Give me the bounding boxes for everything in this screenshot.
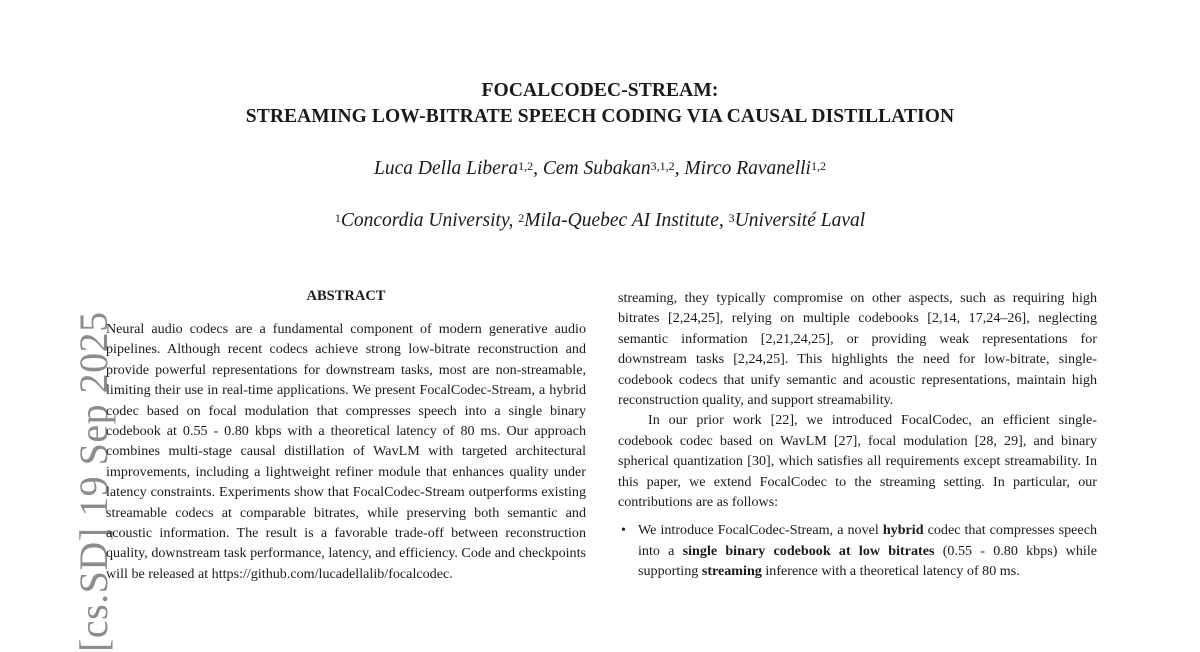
- affil-separator: ,: [508, 210, 519, 231]
- arxiv-sidebar: [8, 0, 116, 652]
- author-separator: ,: [674, 158, 685, 179]
- author-separator: ,: [533, 158, 543, 179]
- affiliation-name: Université Laval: [734, 210, 866, 231]
- contribution-emphasis: hybrid: [882, 522, 924, 539]
- contribution-item: [618, 520, 1097, 581]
- abstract-heading: ABSTRACT: [306, 288, 386, 304]
- author-affil-sup: 1,2: [518, 159, 534, 173]
- affil-sup: 2: [518, 211, 525, 225]
- affil-separator: ,: [718, 210, 729, 231]
- title-line-2: STREAMING LOW-BITRATE SPEECH CODING VIA CAUSAL DISTILLATION: [245, 106, 955, 127]
- arxiv-identifier-stamp: [cs.SD] 19 Sep 2025: [71, 311, 116, 652]
- contribution-text: inference with a theoretical latency of 80 ms.: [761, 563, 1020, 580]
- contribution-text: (0.55 - 0.80 kbps) while supporting: [638, 542, 1097, 580]
- affil-sup: 1: [334, 211, 341, 225]
- affiliation-list: [100, 208, 1100, 234]
- bullet-marker: •: [621, 522, 626, 539]
- affil-sup: 3: [728, 211, 735, 225]
- introduction-column: [618, 288, 1097, 582]
- affiliation-name: Concordia University: [340, 210, 509, 231]
- abstract-text: Neural audio codecs are a fundamental component of modern generative audio pipelines. Although recent codecs achieve strong low-bitrate reconstruction and provide powerful representations for downstream tasks, most are non-streamable, limiting their use in real-time applications. We present FocalCodec-Stream, a hybrid codec based on focal modulation that compresses speech into a single binary codebook at 0.55 - 0.80 kbps with a theoretical latency of 80 ms. Our approach combines multi-stage causal distillation of WavLM with targeted architectural improvements, including a lightweight refiner module that enhances quality under latency constraints. Experiments show that FocalCodec-Stream outperforms existing streamable codecs at comparable bitrates, while preserving both semantic and acoustic information. The result is a favorable trade-off between reconstruction quality, downstream task performance, latency, and efficiency. Code and checkpoints will be released at https://github.com/lucadellalib/focalcodec.: [106, 321, 586, 582]
- intro-paragraph-prior-work: In our prior work [22], we introduced FocalCodec, an efficient single-codebook codec based on WavLM [27], focal modulation [28, 29], and binary spherical quantization [30], which satisfies all requirements except streamability. In this paper, we extend FocalCodec to the streaming setting. In particular, our contributions are as follows:: [618, 412, 1097, 511]
- intro-paragraph-continued: streaming, they typically compromise on other aspects, such as requiring high bitrates [2,24,25], relying on multiple codebooks [2,14, 17,24–26], neglecting semantic information [2,21,24,25], or providing weak representations for downstream tasks [2,24,25]. This highlights the need for low-bitrate, single-codebook codecs that unify semantic and acoustic representations, maintain high reconstruction quality, and support streamability.: [618, 290, 1097, 409]
- author-list: [100, 156, 1100, 182]
- affiliation-name: Mila-Quebec AI Institute: [524, 210, 719, 231]
- abstract-column: [106, 319, 586, 584]
- author-name: Mirco Ravanelli: [684, 158, 811, 179]
- title-line-1: FOCALCODEC-STREAM:: [481, 80, 719, 101]
- author-name: Cem Subakan: [542, 158, 651, 179]
- contribution-text: codec that compresses speech into a: [638, 522, 1097, 559]
- contribution-text: We introduce FocalCodec-Stream, a novel: [638, 522, 883, 539]
- contribution-emphasis: single binary codebook at low bitrates: [682, 542, 935, 559]
- contribution-list: [618, 520, 1097, 581]
- paper-title: [100, 78, 1100, 130]
- author-affil-sup: 3,1,2: [650, 159, 675, 173]
- author-affil-sup: 1,2: [810, 159, 826, 173]
- author-name: Luca Della Libera: [374, 158, 519, 179]
- contribution-emphasis: streaming: [701, 563, 762, 580]
